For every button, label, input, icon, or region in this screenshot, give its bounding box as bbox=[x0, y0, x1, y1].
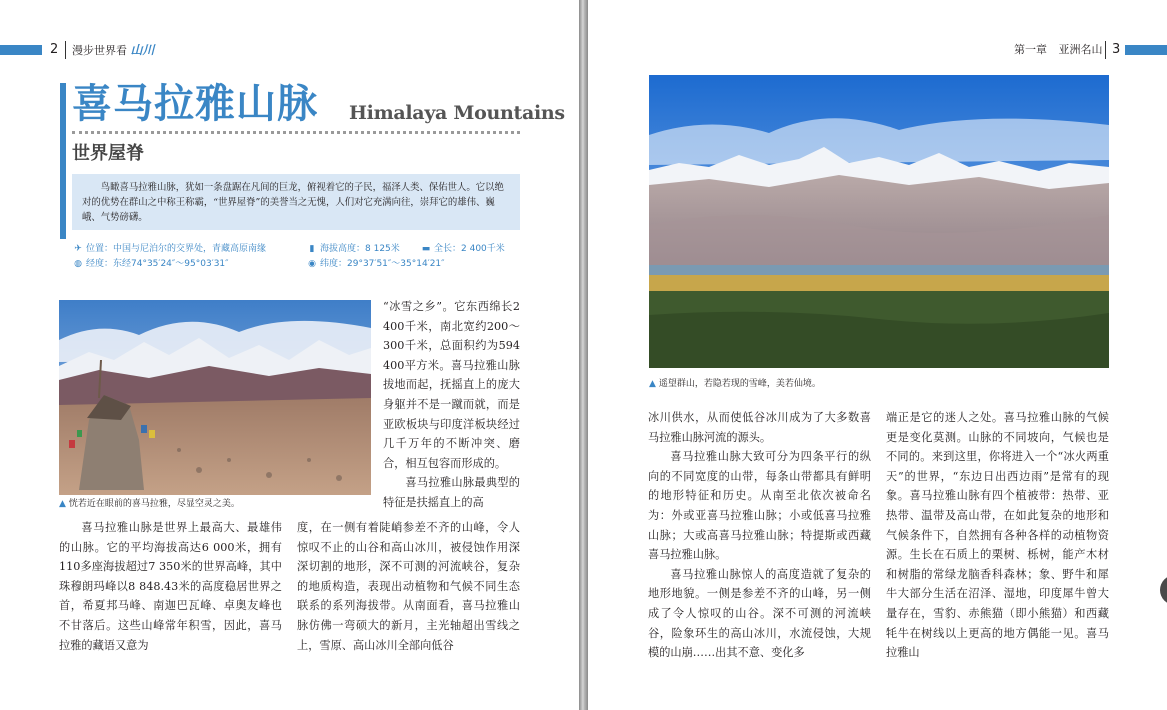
left-photo-caption bbox=[59, 498, 240, 511]
right-column-2 bbox=[886, 408, 1109, 663]
right-column-1-p1: 冰川供水，从而使低谷冰川成为了大多数喜马拉雅山脉河流的源头。 bbox=[648, 411, 871, 444]
header-color-bar bbox=[0, 45, 42, 55]
right-photo-caption bbox=[649, 378, 821, 391]
right-photo-caption-text: 遥望群山，若隐若现的雪峰，美若仙境。 bbox=[658, 379, 821, 389]
mountain-bar-icon: ▮ bbox=[309, 244, 315, 254]
right-column-2-p1: 端正是它的迷人之处。喜马拉雅山脉的气候更是变化莫测。山脉的不同坡向，气候也是不同的。来到这里，你将进入一个“冰火两重天”的世界，“东边日出西边雨”是常有的现象。喜马拉雅山脉有四个植被带：热带、亚热带、温带及高山带，在如此复杂的地形和气候条件下，自然拥有各种各样的动植物资源。生长在石质上的栗树、栎树，能产木材和树脂的常绿龙脑香科森林；象、野牛和犀牛大部分生活在沼泽、湿地，印度犀牛曾大量存在，雪豹、赤熊猫（即小熊猫）和西藏牦牛在树线以上更高的地方偶能一见。喜马拉雅山 bbox=[886, 411, 1109, 660]
article-subtitle: 世界屋脊 bbox=[72, 143, 144, 164]
header-divider bbox=[65, 41, 66, 59]
photo-illustration bbox=[59, 300, 371, 495]
left-right-column-p1: “冰雪之乡”。它东西绵长2 400千米，南北宽约200～300千米，总面积约为594 400平方米。喜马拉雅山脉拔地而起，抚摇直上的庞大身躯并不是一蹴而就，而是亚欧板块与印度洋板块经过几千万年的不断冲突、磨合，相互包容而形成的。 bbox=[383, 300, 520, 470]
info-longitude bbox=[72, 258, 229, 271]
right-column-1-p2: 喜马拉雅山脉大致可分为四条平行的纵向的不同宽度的山带，每条山带都具有鲜明的地形特征和历史。从南至北依次被命名为：外或亚喜马拉雅山脉；小或低喜马拉雅山脉；大或高喜马拉雅山脉；特提斯或西藏喜马拉雅山脉。 bbox=[648, 450, 871, 562]
info-latitude-text: 纬度：29°37′51″～35°14′21″ bbox=[320, 259, 445, 269]
right-column-1-p3: 喜马拉雅山脉惊人的高度造就了复杂的地形地貌。一侧是参差不齐的山峰，另一侧成了令人惊叹的山谷。深不可测的河流峡谷，险象环生的高山冰川，水流侵蚀，大规模的山崩……出其不意、变化多 bbox=[648, 567, 871, 660]
triangle-icon: ▲ bbox=[59, 499, 66, 509]
chapter-header bbox=[1014, 42, 1103, 58]
page-number-right: 3 bbox=[1112, 42, 1121, 57]
left-bottom-column-2 bbox=[297, 518, 520, 655]
intro-box: 鸟瞰喜马拉雅山脉，犹如一条盘踞在凡间的巨龙，俯视着它的子民，福泽人类、保佑世人。它以绝对的优势在群山之中称王称霸，“世界屋脊”的美誉当之无愧，人们对它充满向往，崇拜它的雄伟、巍峨、气势磅礴。 bbox=[72, 174, 520, 230]
info-location-text: 位置：中国与尼泊尔的交界处，青藏高原南缘 bbox=[86, 244, 267, 254]
header-divider-right bbox=[1105, 41, 1106, 59]
info-latitude bbox=[306, 258, 445, 271]
right-column-1 bbox=[648, 408, 871, 663]
book-title-text: 漫步世界看 bbox=[72, 44, 127, 57]
globe-icon: ◍ bbox=[74, 259, 82, 269]
plane-icon: ✈ bbox=[74, 244, 82, 254]
triangle-icon: ▲ bbox=[649, 379, 656, 389]
page-number-left: 2 bbox=[50, 42, 59, 57]
book-title-accent: 山川 bbox=[130, 43, 155, 57]
left-right-column-p2: 喜马拉雅山脉最典型的特征是扶摇直上的高 bbox=[383, 476, 520, 509]
info-length bbox=[420, 243, 505, 256]
left-bottom-column-1-text: 喜马拉雅山脉是世界上最高大、最雄伟的山脉。它的平均海拔高达6 000米，拥有110多座海拔超过7 350米的世界高峰，其中珠穆朗玛峰以8 848.43米的高度稳居世界之首，希夏邦马峰、南迦巴瓦峰、卓奥友峰也不甘落后。这些山峰常年积雪，因此，喜马拉雅的藏语又意为 bbox=[59, 521, 282, 652]
info-altitude-text: 海拔高度：8 125米 bbox=[320, 244, 400, 254]
himalaya-prayer-flag-photo bbox=[59, 300, 371, 495]
book-title bbox=[72, 42, 155, 59]
article-title-en: Himalaya Mountains bbox=[349, 102, 565, 124]
left-page bbox=[0, 0, 579, 710]
left-photo-caption-text: 恍若近在眼前的喜马拉雅，尽显空灵之美。 bbox=[68, 499, 240, 509]
left-right-column bbox=[383, 297, 520, 513]
info-longitude-text: 经度：东经74°35′24″～95°03′31″ bbox=[86, 259, 229, 269]
snow-peaks-photo bbox=[649, 75, 1109, 368]
article-title-cn: 喜马拉雅山脉 bbox=[72, 81, 318, 127]
right-page bbox=[588, 0, 1167, 710]
left-bottom-column-1 bbox=[59, 518, 282, 655]
info-length-text: 全长：2 400千米 bbox=[434, 244, 505, 254]
header-color-bar-right bbox=[1125, 45, 1167, 55]
dotted-divider bbox=[72, 131, 520, 134]
info-location bbox=[72, 243, 266, 256]
title-side-bar bbox=[60, 83, 66, 239]
info-altitude bbox=[306, 243, 400, 256]
latitude-icon: ◉ bbox=[308, 259, 316, 269]
length-icon: ▬ bbox=[421, 244, 431, 254]
book-spine bbox=[579, 0, 588, 710]
chapter-title: 亚洲名山 bbox=[1058, 43, 1103, 56]
chapter-label: 第一章 bbox=[1014, 43, 1047, 56]
photo-illustration-right bbox=[649, 75, 1109, 368]
left-bottom-column-2-text: 度，在一侧有着陡峭参差不齐的山峰，令人惊叹不止的山谷和高山冰川，被侵蚀作用深深切割的地形，深不可测的河流峡谷，复杂的地质构造，表现出动植物和气候不同生态联系的系列海拔带。从南面看，喜马拉雅山脉仿佛一弯硕大的新月，主光轴超出雪线之上，雪原、高山冰川全部向低谷 bbox=[297, 521, 520, 652]
